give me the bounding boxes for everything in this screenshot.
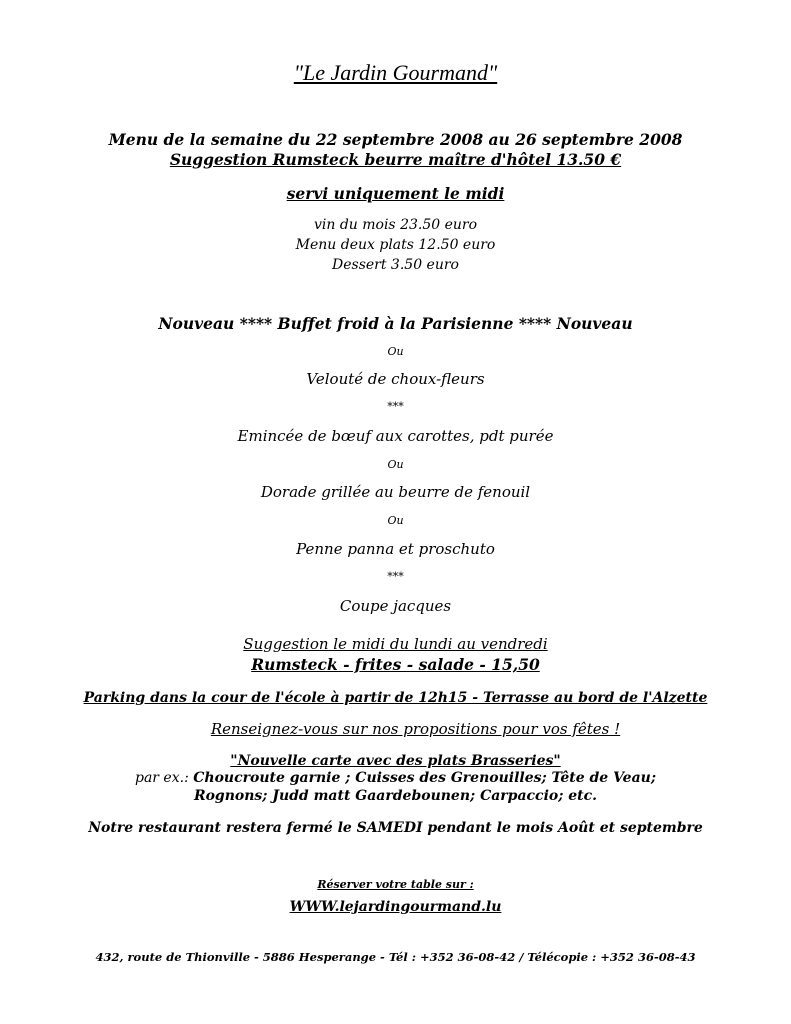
menu-starter: Velouté de choux-fleurs: [306, 370, 485, 388]
restaurant-title: "Le Jardin Gourmand": [293, 60, 498, 85]
menu-separator-stars: ***: [387, 570, 404, 583]
weekday-suggestion: Suggestion le midi du lundi au vendredi: [243, 635, 548, 653]
menu-main-fish: Dorade grillée au beurre de fenouil: [260, 483, 531, 501]
price-dessert: Dessert 3.50 euro: [332, 257, 459, 273]
buffet-heading: Nouveau **** Buffet froid à la Parisienne **** Nouveau: [158, 314, 633, 333]
menu-main-pasta: Penne panna et proschuto: [296, 540, 495, 558]
reserve-label: Réserver votre table sur :: [317, 878, 474, 891]
menu-separator-or: Ou: [387, 514, 404, 527]
menu-main-beef: Emincée de bœuf aux carottes, pdt purée: [237, 427, 554, 445]
menu-separator-or: Ou: [387, 345, 404, 358]
address-footer: 432, route de Thionville - 5886 Hesperange - Tél : +352 36-08-42 / Télécopie : +352 36-08-43: [95, 950, 696, 964]
parking-note: Parking dans la cour de l'école à partir de 12h15 - Terrasse au bord de l'Alzette: [83, 690, 708, 706]
website-link[interactable]: WWW.lejardingourmand.lu: [289, 899, 502, 915]
week-heading: Menu de la semaine du 22 septembre 2008 au 26 septembre 2008: [108, 130, 683, 149]
par-ex-line-2: Rognons; Judd matt Gaardebounen; Carpaccio; etc.: [193, 788, 598, 804]
weekday-dish: Rumsteck - frites - salade - 15,50: [251, 655, 540, 674]
suggestion-heading: Suggestion Rumsteck beurre maître d'hôtel 13.50 €: [169, 150, 622, 169]
price-wine: vin du mois 23.50 euro: [313, 217, 478, 233]
par-ex-line-1: [0, 770, 791, 786]
closed-note: Notre restaurant restera fermé le SAMEDI pendant le mois Août et septembre: [88, 820, 703, 836]
midi-only-note: servi uniquement le midi: [286, 184, 505, 203]
price-two-courses: Menu deux plats 12.50 euro: [295, 237, 496, 253]
par-ex-items-1: Choucroute garnie ; Cuisses des Grenouilles; Tête de Veau;: [193, 770, 656, 786]
fetes-note: Renseignez-vous sur nos propositions pour vos fêtes !: [210, 720, 621, 738]
par-ex-label: par ex.:: [134, 770, 189, 786]
menu-dessert: Coupe jacques: [339, 597, 452, 615]
menu-separator-stars: ***: [387, 400, 404, 413]
menu-separator-or: Ou: [387, 458, 404, 471]
nouvelle-carte-heading: "Nouvelle carte avec des plats Brasseries": [230, 753, 561, 769]
